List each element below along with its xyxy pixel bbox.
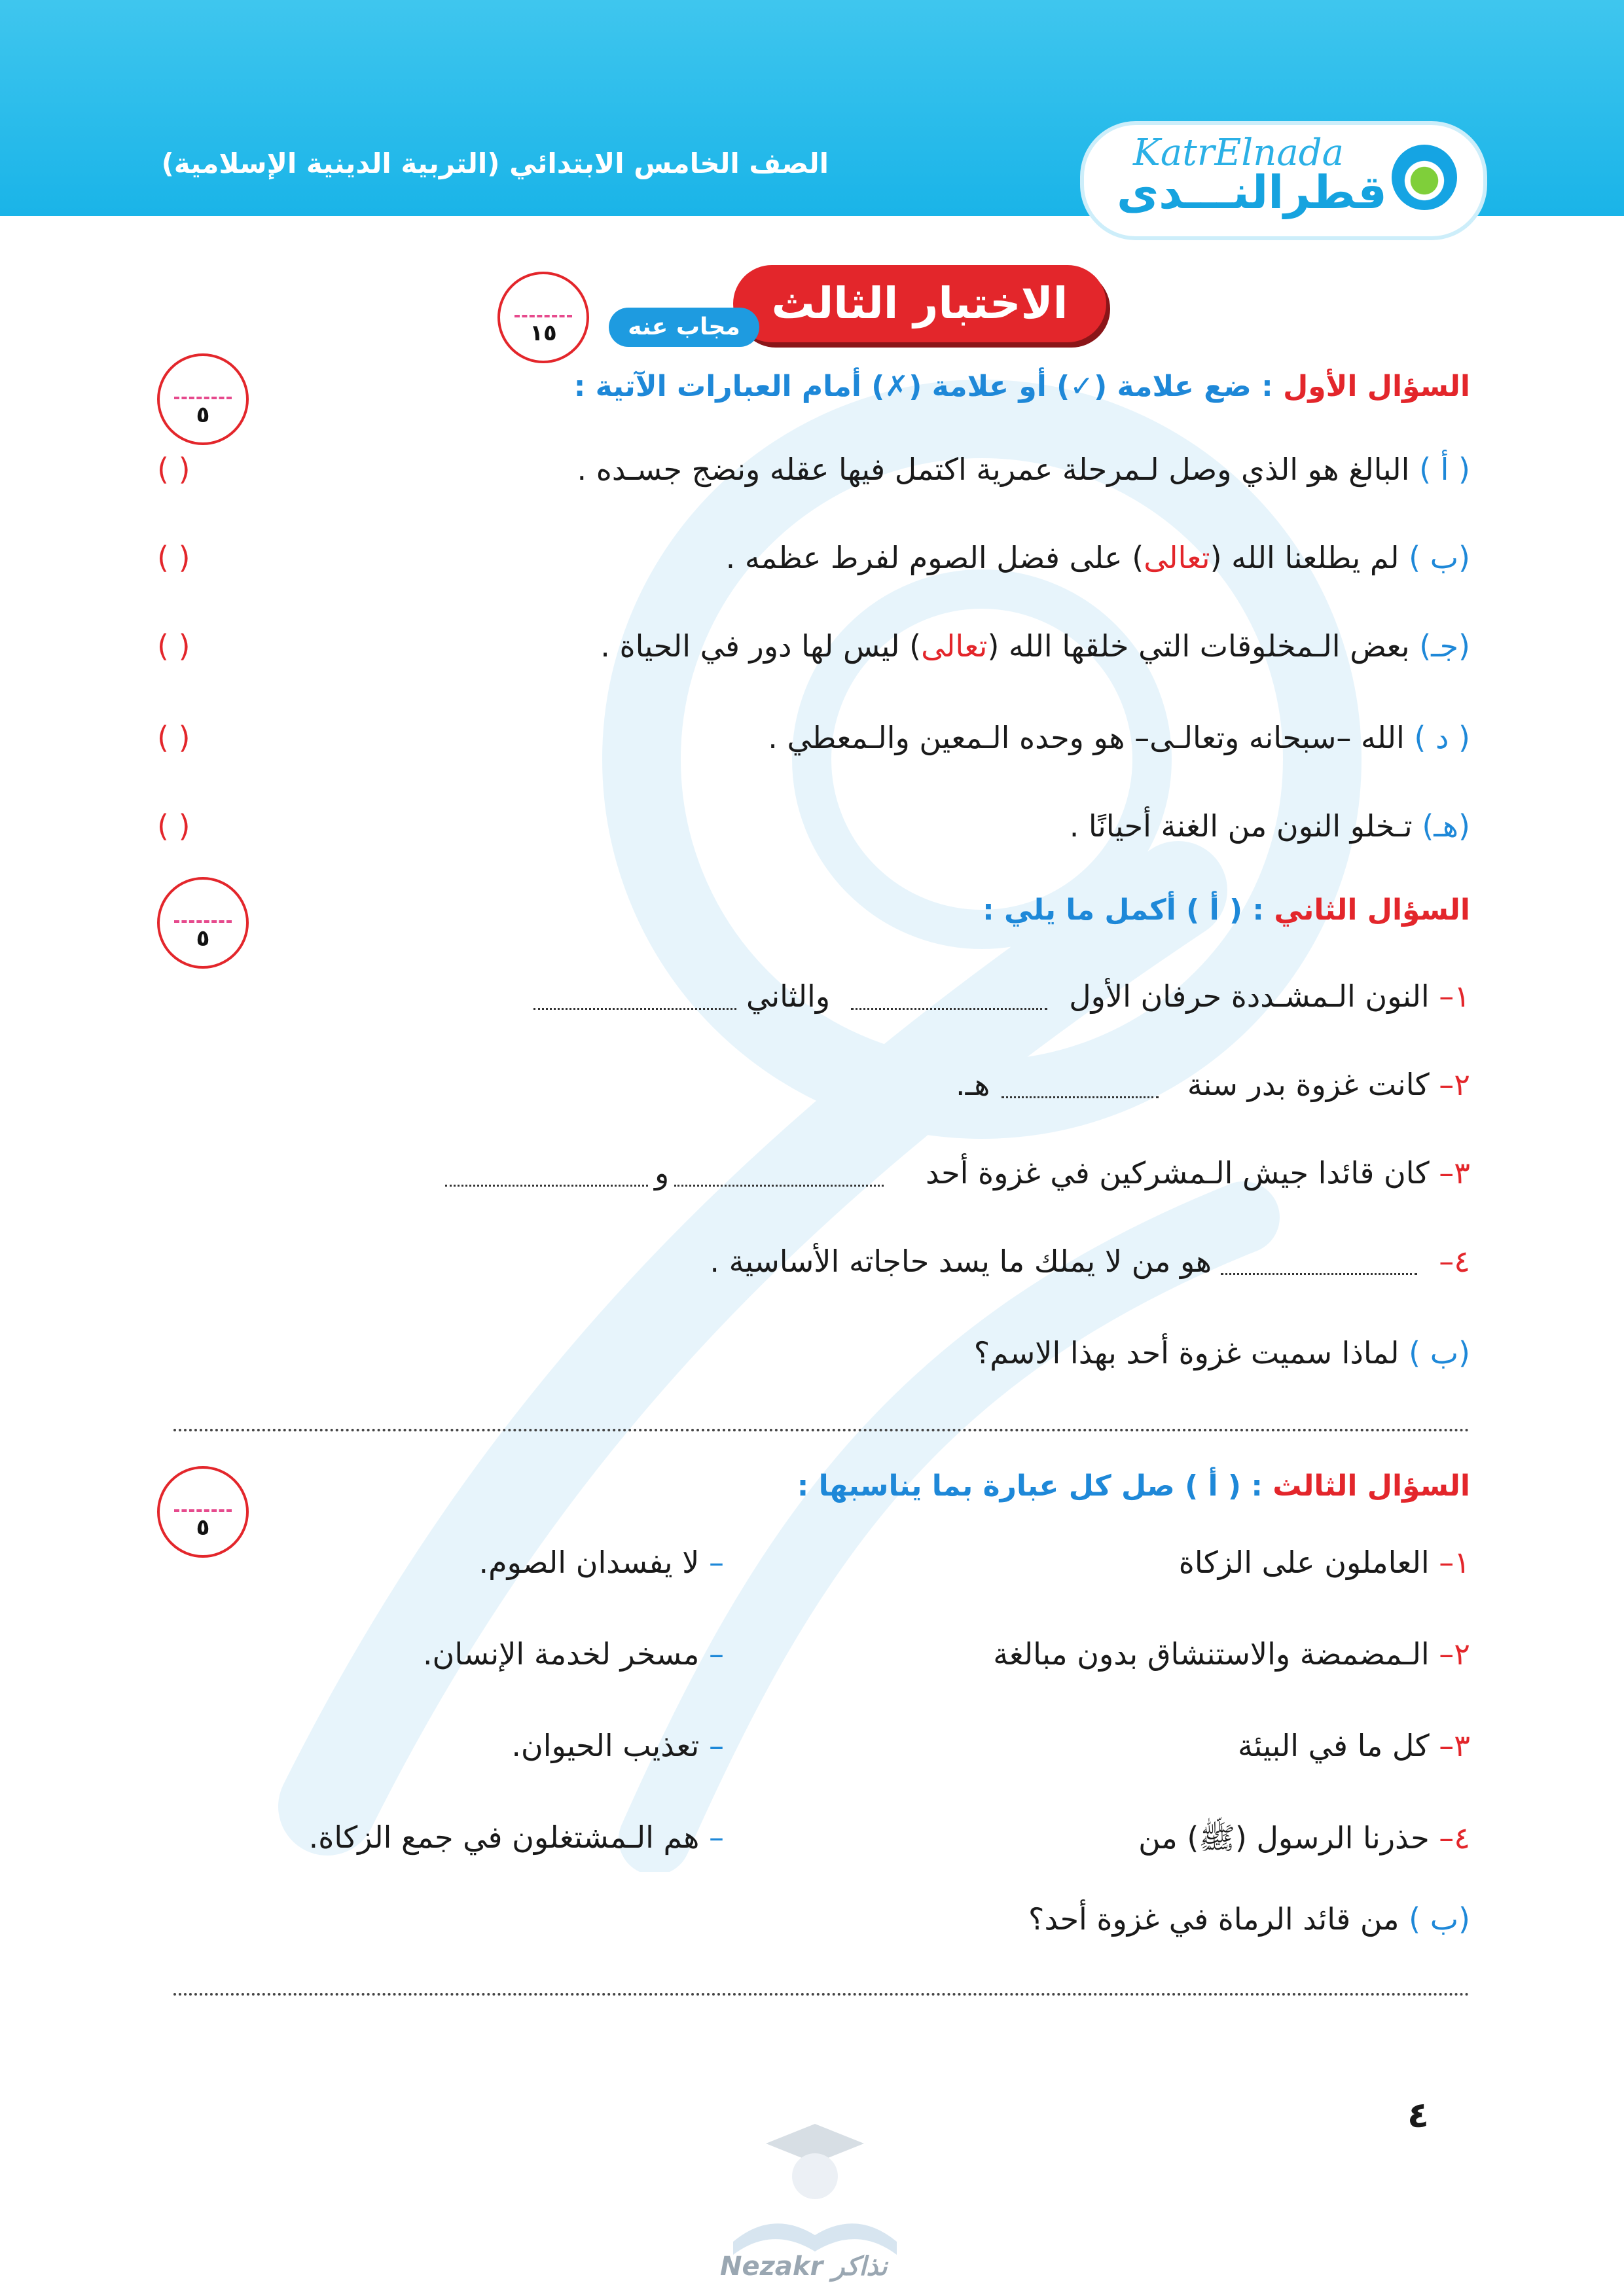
footer-brand: Nezakr نذاكر — [720, 2251, 888, 2282]
brand-logo — [1080, 121, 1487, 240]
q3-score: ٥ — [196, 1515, 210, 1541]
logo-arabic-text: قطرالنـــدى — [1117, 166, 1387, 219]
q3-instruction: : ( أ ) صل كل عبارة بما يناسبها : — [797, 1469, 1263, 1503]
answered-badge: مجاب عنه — [609, 308, 759, 347]
item-text: كل ما في البيئة — [1237, 1728, 1430, 1763]
total-score-circle — [497, 272, 589, 363]
answer-parens[interactable]: ( ) — [157, 808, 190, 844]
q1-item-c — [600, 628, 1470, 664]
q2-item-2 — [1187, 1067, 1470, 1102]
q1-item-a — [577, 452, 1470, 487]
item-text: البالغ هو الذي وصل لـمرحلة عمرية اكتمل فيها عقله ونضج جسـده . — [577, 452, 1410, 487]
q3-part-b — [1028, 1901, 1470, 1937]
q2-heading — [983, 893, 1470, 927]
item-text: هم الـمشتغلون في جمع الزكاة. — [308, 1820, 700, 1855]
item-number: ١– — [1439, 978, 1470, 1014]
q2-item-2-end: هـ. — [956, 1067, 990, 1102]
q3-score-circle — [157, 1466, 249, 1558]
score-divider — [174, 920, 232, 923]
q2-item-4 — [1439, 1244, 1470, 1279]
blank-line[interactable] — [674, 1185, 884, 1187]
q2-item-1 — [1069, 978, 1470, 1014]
book-graduate-icon — [707, 2111, 923, 2268]
item-text: تـخلو النون من الغنة أحيانًا . — [1069, 808, 1413, 844]
blank-line[interactable] — [1001, 1096, 1159, 1098]
item-text: النون الـمشـددة حرفان الأول — [1069, 978, 1430, 1014]
answer-line[interactable] — [173, 1993, 1470, 1996]
item-text: حذرنا الرسول (ﷺ) من — [1138, 1820, 1430, 1856]
blank-line[interactable] — [445, 1185, 648, 1187]
q1-item-e — [1070, 808, 1470, 844]
q3-left-3[interactable] — [511, 1728, 724, 1763]
item-text: من قائد الرماة في غزوة أحد؟ — [1028, 1901, 1399, 1937]
item-letter: (ب ) — [1409, 1335, 1470, 1371]
q1-item-d — [768, 720, 1470, 755]
item-number: ٢– — [1439, 1067, 1470, 1102]
q1-item-b — [726, 540, 1470, 575]
q3-heading — [797, 1469, 1470, 1503]
item-text: الـمضمضة والاستنشاق بدون مبالغة — [993, 1636, 1430, 1672]
item-number: ٢– — [1439, 1636, 1470, 1672]
answer-line[interactable] — [173, 1429, 1470, 1431]
item-text: لماذا سميت غزوة أحد بهذا الاسم؟ — [973, 1335, 1399, 1371]
total-score: ١٥ — [530, 320, 557, 346]
item-dash: – — [709, 1636, 724, 1672]
item-dash: – — [709, 1820, 724, 1855]
item-number: ٣– — [1439, 1155, 1470, 1191]
item-text: مسخر لخدمة الإنسان. — [422, 1636, 700, 1672]
grade-subject-title: الصف الخامس الابتدائي (التربية الدينية الإسلامية) — [161, 147, 829, 179]
item-dash: – — [709, 1728, 724, 1763]
q1-instruction: : ضع علامة (✓) أو علامة (✗) أمام العبارات الآتية : — [573, 370, 1273, 403]
item-text: العاملون على الزكاة — [1178, 1545, 1430, 1580]
item-text: بعض الـمخلوقات التي خلقها الله ( — [987, 628, 1410, 664]
item-letter: (جـ) — [1419, 628, 1470, 664]
q2-item-3 — [926, 1155, 1470, 1191]
item-number: ١– — [1439, 1545, 1470, 1580]
answer-parens[interactable]: ( ) — [157, 452, 190, 487]
item-dash: – — [709, 1545, 724, 1580]
item-number: ٤– — [1439, 1820, 1470, 1856]
q2-instruction: : ( أ ) أكمل ما يلي : — [983, 893, 1264, 927]
logo-latin-text: KatrElnada — [1133, 132, 1344, 174]
q1-heading — [574, 370, 1470, 403]
answer-parens[interactable]: ( ) — [157, 720, 190, 755]
q2-score-circle — [157, 877, 249, 969]
item-letter: ( د ) — [1414, 720, 1470, 755]
item-text: تعذيب الحيوان. — [511, 1728, 700, 1763]
item-text: كان قائدا جيش الـمشركين في غزوة أحد — [926, 1155, 1430, 1191]
q3-left-1[interactable] — [479, 1545, 724, 1580]
q3-right-4 — [1138, 1820, 1470, 1863]
blank-line[interactable] — [1221, 1273, 1417, 1275]
item-highlight: تعالى — [921, 628, 988, 664]
q3-right-3 — [1238, 1728, 1470, 1763]
q2-label: السؤال الثاني — [1274, 893, 1470, 927]
q2-part-b — [974, 1335, 1470, 1371]
item-text: ) على فضل الصوم لفرط عظمه . — [725, 540, 1144, 575]
water-drop-icon — [1392, 145, 1457, 210]
q2-item-1-second: والثاني — [746, 978, 831, 1014]
item-text: الله –سبحانه وتعالـى– هو وحده الـمعين والـمعطي . — [768, 720, 1405, 755]
blank-line[interactable] — [533, 1008, 736, 1010]
score-divider — [174, 397, 232, 399]
exam-title: الاختبار الثالث — [733, 265, 1106, 342]
answer-parens[interactable]: ( ) — [157, 628, 190, 664]
q1-score-circle — [157, 353, 249, 445]
item-number: ٤– — [1439, 1244, 1470, 1279]
item-number: ٣– — [1439, 1728, 1470, 1763]
q3-label: السؤال الثالث — [1272, 1469, 1470, 1503]
q2-item-3-and: و — [655, 1155, 670, 1191]
blank-line[interactable] — [851, 1008, 1047, 1010]
q3-right-1 — [1179, 1545, 1470, 1580]
item-letter: (هـ) — [1422, 808, 1470, 844]
q2-score: ٥ — [196, 925, 210, 952]
item-text: لا يفسدان الصوم. — [478, 1545, 700, 1580]
item-text: ) ليس لها دور في الحياة . — [600, 628, 922, 664]
item-highlight: تعالى — [1144, 540, 1210, 575]
page-number: ٤ — [1407, 2094, 1429, 2136]
q3-left-4[interactable] — [309, 1820, 724, 1855]
score-divider — [174, 1509, 232, 1512]
answer-parens[interactable]: ( ) — [157, 540, 190, 575]
q1-label: السؤال الأول — [1283, 370, 1470, 403]
item-text: لم يطلعنا الله ( — [1210, 540, 1399, 575]
item-letter: (ب ) — [1409, 540, 1470, 575]
q3-left-2[interactable] — [423, 1636, 724, 1672]
item-text: كانت غزوة بدر سنة — [1187, 1067, 1430, 1102]
score-divider — [514, 315, 572, 317]
item-letter: (ب ) — [1409, 1901, 1470, 1937]
q1-score: ٥ — [196, 402, 210, 428]
q3-right-2 — [993, 1636, 1470, 1672]
item-letter: ( أ ) — [1419, 452, 1470, 487]
q2-item-4-text: هو من لا يملك ما يسد حاجاته الأساسية . — [710, 1244, 1212, 1279]
